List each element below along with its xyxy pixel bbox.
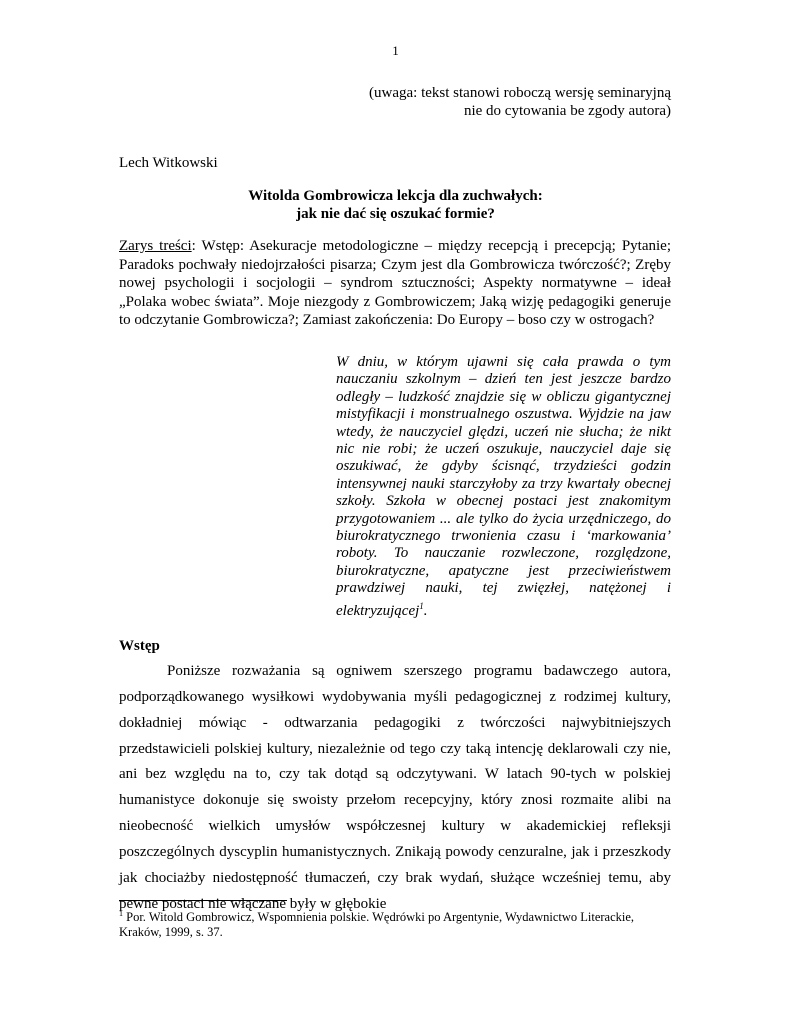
draft-note [369, 84, 671, 120]
document-title [0, 187, 791, 223]
author-name: Lech Witkowski [119, 155, 218, 171]
body-paragraph: Poniższe rozważania są ogniwem szerszego programu badawczego autora, podporządkowanego wysiłkowi wydobywania myśli pedagogicznej z rodzimej kultury, dokładniej mówiąc - odtwarzania pedagogiki z twórczości najwybitniejszych przedstawicieli polskiej kultury, niezależnie od tego czy taką intencję deklarowali czy nie, ani bez względu na to, czy tak dotąd są odczytywani. W latach 90-tych w polskiej humanistyce dokonuje się swoisty przełom recepcyjny, który znosi rozmaite alibi na nieobecność wielkich umysłów współczesnej kultury w akademickiej refleksji poszczególnych dyscyplin humanistycznych. Znikają powody cenzuralne, jak i przeszkody jak chociażby niedostępność tłumaczeń, czy brak wydań, służące wcześniej temu, aby pewne postaci nie włączane były w głębokie [119, 663, 671, 912]
footnote-number: 1 [119, 909, 123, 918]
epigraph-end: . [423, 602, 428, 619]
abstract-label: Zarys treści [119, 238, 192, 254]
epigraph-footnote-ref: 1 [419, 600, 424, 611]
footnote-text: Por. Witold Gombrowicz, Wspomnienia polskie. Wędrówki po Argentynie, Wydawnictwo Literackie, Kraków, 1999, s. 37. [119, 910, 635, 940]
draft-note-line-1: (uwaga: tekst stanowi roboczą wersję seminaryjną [369, 85, 671, 101]
footnote [119, 906, 671, 940]
footnote-divider [119, 900, 287, 901]
draft-note-line-2: nie do cytowania be zgody autora) [463, 103, 671, 119]
abstract [119, 237, 671, 330]
section-heading: Wstęp [119, 638, 160, 654]
abstract-text: : Wstęp: Asekuracje metodologiczne – między recepcją i precepcją; Pytanie; Paradoks pochwały niedojrzałości pisarza; Czym jest dla Gombrowicza twórczość?; Zręby nowej psychologii i socjologii – syndrom sztuczności; Aspekty normatywne – ideał „Polaka wobec świata”. Moje niezgody z Gombrowiczem; Jaką wizję pedagogiki generuje to odczytanie Gombrowicza?; Zamiast zakończenia: Do Europy – boso czy w ostrogach? [119, 238, 671, 328]
title-line-2: jak nie dać się oszukać formie? [296, 206, 495, 222]
title-line-1: Witolda Gombrowicza lekcja dla zuchwałych: [248, 188, 543, 204]
page-number: 1 [392, 43, 399, 58]
epigraph-quote [336, 354, 671, 620]
epigraph-text: W dniu, w którym ujawni się cała prawda o tym nauczaniu szkolnym – dzień ten jest jeszcze bardzo odległy – ludzkość znajdzie się w obliczu gigantycznej mistyfikacji i monstrualnego oszustwa. Wyjdzie na jaw wtedy, że nauczyciel ględzi, uczeń nie słucha; że nikt nic nie robi; że uczeń oszukuje, nauczyciel daje się oszukiwać, że gdyby ścisnąć, trzydzieści godzin intensywnej nauki starczyłoby za trzy kwartały obecnej szkoły. Szkoła w obecnej postaci jest znakomitym przygotowaniem ... ale tylko do życia urzędniczego, do biurokratycznego trwonienia czasu i ‘markowania’ roboty. To nauczanie rozwleczone, rozględzone, biurokratyczne, apatyczne jest przeciwieństwem prawdziwej nauki, tej zwięzłej, natężonej i elektryzującej [336, 354, 671, 619]
